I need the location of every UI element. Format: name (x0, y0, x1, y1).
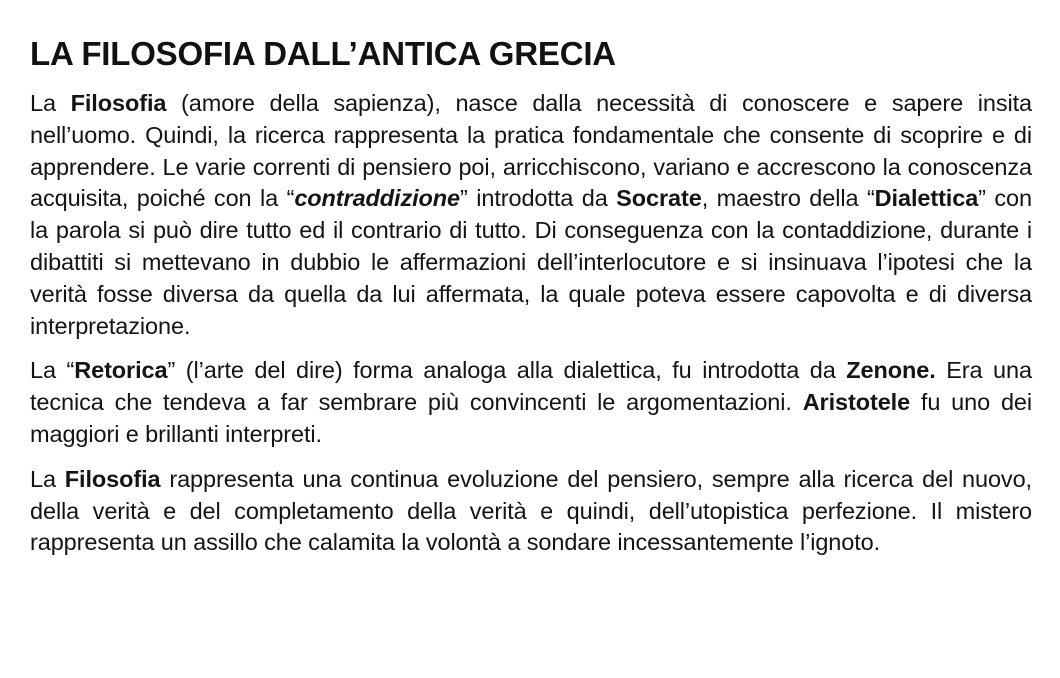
paragraph-retorica (30, 355, 1032, 450)
text-run: ” (l’arte del dire) forma analoga alla dialettica, fu introdotta da (167, 357, 847, 384)
bold-term-dialettica: Dialettica (874, 185, 979, 212)
bold-term-filosofia: Filosofia (70, 90, 167, 116)
text-run: Era una tecnica che tendeva a far sembrare più convincenti le argomentazioni. (30, 357, 1032, 416)
text-run: La (30, 90, 71, 116)
paragraph-filosofia-intro (30, 88, 1032, 342)
bold-italic-term-contraddizione: contraddizione (294, 185, 461, 212)
text-run: ” con la parola si può dire tutto ed il contrario di tutto. Di conseguenza con la contaddizione, durante i dibattiti si mettevano in dubbio le affermazioni dell’interlocutore e si insinuava l’ipotesi che la verità fosse diversa da quella da lui affermata, la quale poteva essere capovolta e di diversa interpretazione. (30, 185, 1032, 339)
text-run: ” introdotta da (460, 185, 617, 212)
bold-term-retorica: Retorica (74, 357, 168, 384)
page-title: LA FILOSOFIA DALL’ANTICA GRECIA (30, 35, 616, 72)
paragraph-filosofia-evoluzione (30, 464, 1032, 559)
bold-term-filosofia: Filosofia (64, 465, 161, 492)
text-run: (amore della sapienza), nasce dalla necessità di conoscere e sapere insita nell’uomo. Quindi, la ricerca rappresenta la pratica fondamentale che consente di scoprire e di apprendere. Le varie correnti di pensiero poi, arricchiscono, variano e accrescono la conoscenza acquisita, poiché con la “ (30, 90, 1033, 212)
bold-term-zenone: Zenone. (846, 357, 936, 384)
text-run: La “ (30, 357, 75, 384)
text-run: rappresenta una continua evoluzione del pensiero, sempre alla ricerca del nuovo, della verità e del completamento della verità e quindi, dell’utopistica perfezione. Il mistero rappresenta un assillo che calamita la volontà a sondare incessantemente l’ignoto. (30, 465, 1032, 556)
text-run: , maestro della “ (701, 185, 875, 212)
bold-term-socrate: Socrate (616, 185, 702, 212)
text-run: La (30, 465, 65, 492)
bold-term-aristotele: Aristotele (802, 389, 911, 416)
text-run: fu uno dei maggiori e brillanti interpreti. (30, 389, 1033, 447)
